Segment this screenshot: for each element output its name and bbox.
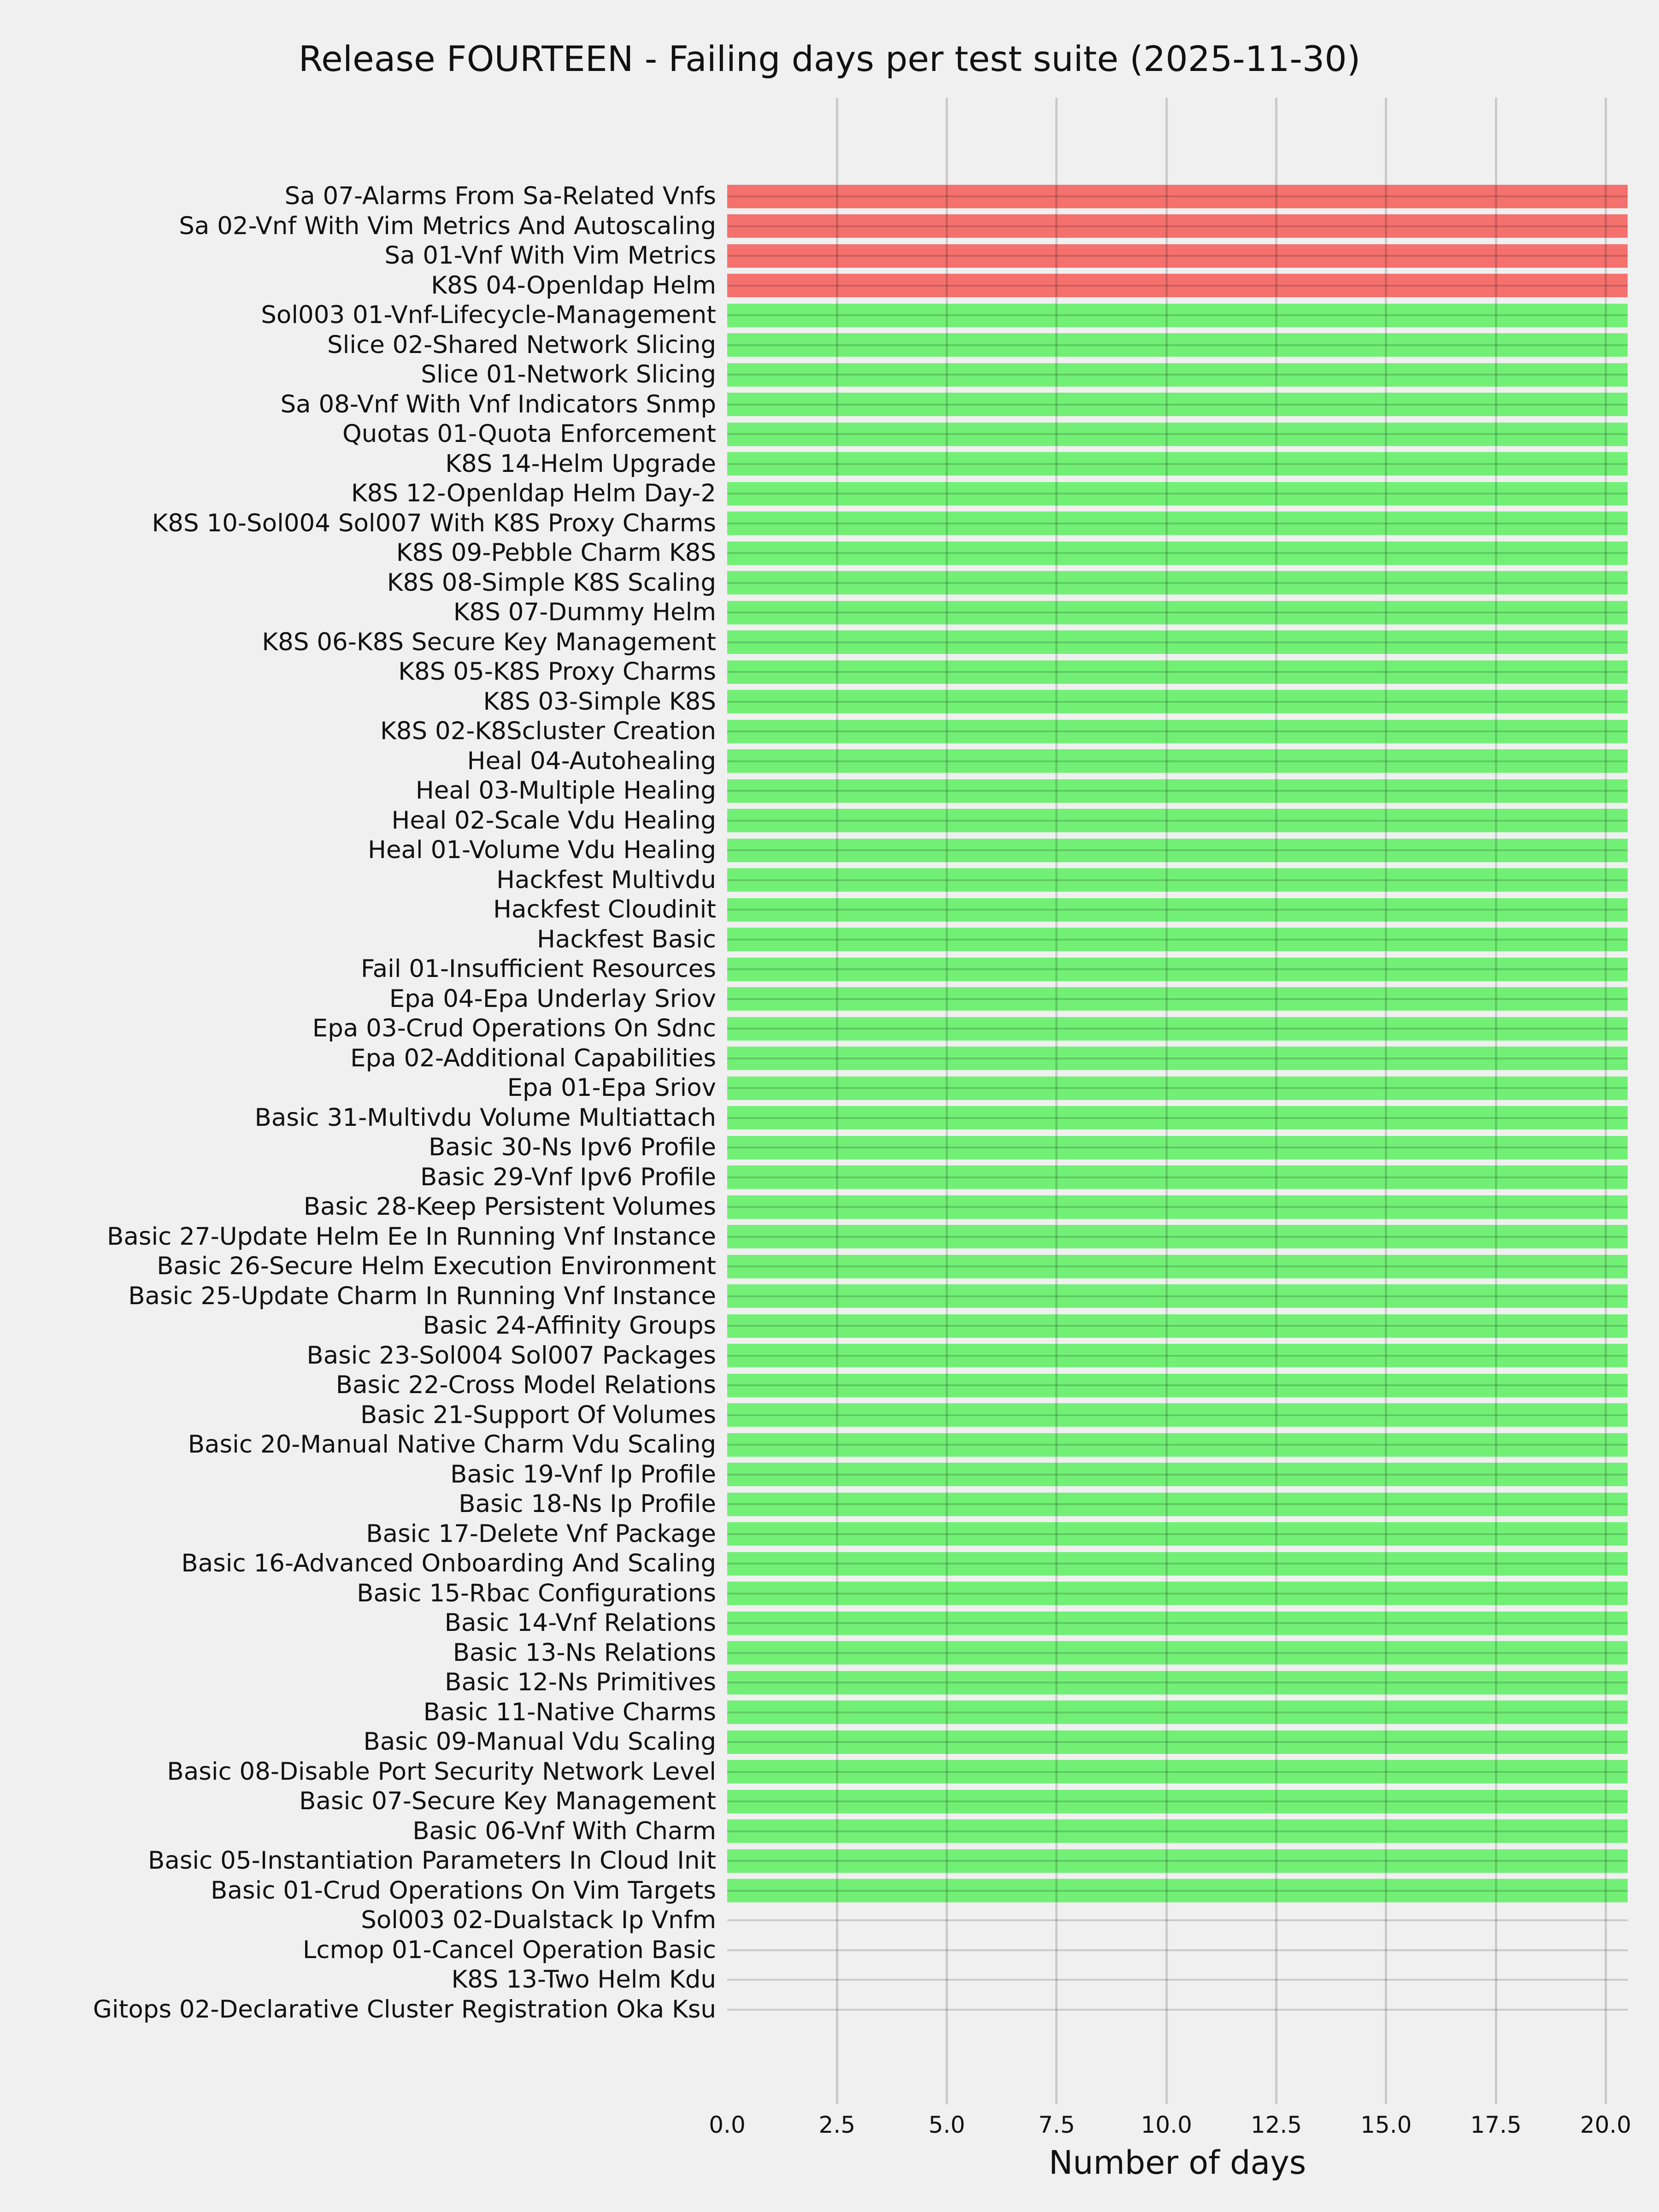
h-gridline <box>727 463 1628 465</box>
y-tick-label: Basic 15-Rbac Configurations <box>357 1579 716 1607</box>
h-gridline <box>727 760 1628 762</box>
h-gridline <box>727 1117 1628 1119</box>
x-axis-title: Number of days <box>1048 2144 1306 2182</box>
x-tick-label: 2.5 <box>818 2112 856 2138</box>
h-gridline <box>727 1444 1628 1446</box>
h-gridline <box>727 879 1628 881</box>
h-gridline <box>727 255 1628 257</box>
h-gridline <box>727 1712 1628 1713</box>
y-tick-label: K8S 12-Openldap Helm Day-2 <box>351 479 716 507</box>
h-gridline <box>727 285 1628 287</box>
h-gridline <box>727 1919 1628 1921</box>
h-gridline <box>727 820 1628 822</box>
y-tick-label: Basic 01-Crud Operations On Vim Targets <box>211 1876 716 1905</box>
h-gridline <box>727 1800 1628 1802</box>
y-tick-label: K8S 06-K8S Secure Key Management <box>262 628 716 656</box>
y-tick-label: Basic 08-Disable Port Security Network Level <box>167 1757 716 1786</box>
h-gridline <box>727 582 1628 584</box>
v-gridline <box>1275 98 1277 2104</box>
y-tick-label: Basic 28-Keep Persistent Volumes <box>303 1193 716 1221</box>
h-gridline <box>727 1028 1628 1030</box>
h-gridline <box>727 1741 1628 1743</box>
h-gridline <box>727 493 1628 494</box>
h-gridline <box>727 1414 1628 1416</box>
y-tick-label: Sa 07-Alarms From Sa-Related Vnfs <box>284 182 716 210</box>
y-tick-label: Sa 08-Vnf With Vnf Indicators Snmp <box>280 390 716 418</box>
y-tick-label: Slice 01-Network Slicing <box>421 360 716 388</box>
y-tick-label: Hackfest Multivdu <box>496 865 716 894</box>
y-tick-label: Fail 01-Insufficient Resources <box>361 955 716 983</box>
v-gridline <box>1495 98 1497 2104</box>
h-gridline <box>727 939 1628 941</box>
y-tick-label: Heal 03-Multiple Healing <box>415 777 716 805</box>
y-tick-label: Hackfest Basic <box>537 925 716 953</box>
h-gridline <box>727 314 1628 316</box>
y-tick-label: Sol003 02-Dualstack Ip Vnfm <box>361 1906 716 1934</box>
chart-title: Release FOURTEEN - Failing days per test suite (2025-11-30) <box>298 38 1361 79</box>
y-tick-label: Basic 17-Delete Vnf Package <box>366 1519 716 1548</box>
y-tick-label: Basic 30-Ns Ipv6 Profile <box>429 1133 716 1161</box>
h-gridline <box>727 790 1628 792</box>
y-tick-label: K8S 13-Two Helm Kdu <box>451 1965 716 1994</box>
v-gridline <box>1385 98 1387 2104</box>
x-tick-label: 10.0 <box>1141 2112 1192 2138</box>
h-gridline <box>727 433 1628 435</box>
y-tick-label: Sa 01-Vnf With Vim Metrics <box>384 241 716 270</box>
y-tick-label: Epa 01-Epa Sriov <box>507 1074 716 1102</box>
h-gridline <box>727 1384 1628 1386</box>
v-gridline <box>1055 98 1058 2104</box>
h-gridline <box>727 225 1628 227</box>
y-tick-label: Basic 24-Affinity Groups <box>423 1312 716 1340</box>
y-tick-label: Sa 02-Vnf With Vim Metrics And Autoscaling <box>179 212 716 240</box>
h-gridline <box>727 1355 1628 1357</box>
x-tick-label: 7.5 <box>1038 2112 1075 2138</box>
h-gridline <box>727 1830 1628 1832</box>
y-tick-label: K8S 10-Sol004 Sol007 With K8S Proxy Charms <box>152 509 716 537</box>
y-tick-label: K8S 09-Pebble Charm K8S <box>396 539 716 567</box>
h-gridline <box>727 730 1628 732</box>
h-gridline <box>727 1622 1628 1624</box>
h-gridline <box>727 1860 1628 1862</box>
h-gridline <box>727 1295 1628 1297</box>
h-gridline <box>727 1147 1628 1148</box>
h-gridline <box>727 523 1628 524</box>
plot-area <box>727 98 1628 2104</box>
y-tick-label: Basic 19-Vnf Ip Profile <box>450 1460 716 1488</box>
h-gridline <box>727 1563 1628 1565</box>
h-gridline <box>727 1265 1628 1267</box>
y-tick-label: Basic 22-Cross Model Relations <box>335 1371 716 1399</box>
y-tick-label: Hackfest Cloudinit <box>493 895 716 924</box>
y-tick-label: Basic 07-Secure Key Management <box>299 1787 716 1815</box>
h-gridline <box>727 2009 1628 2011</box>
y-tick-label: K8S 07-Dummy Helm <box>453 598 716 626</box>
h-gridline <box>727 1890 1628 1892</box>
x-tick-label: 17.5 <box>1470 2112 1522 2138</box>
h-gridline <box>727 909 1628 911</box>
h-gridline <box>727 1236 1628 1238</box>
h-gridline <box>727 968 1628 970</box>
y-tick-label: K8S 03-Simple K8S <box>483 687 716 716</box>
y-tick-label: Epa 04-Epa Underlay Sriov <box>389 984 716 1013</box>
y-tick-label: Epa 02-Additional Capabilities <box>350 1044 716 1072</box>
y-tick-label: Epa 03-Crud Operations On Sdnc <box>312 1014 716 1042</box>
h-gridline <box>727 1979 1628 1981</box>
y-tick-label: Basic 21-Support Of Volumes <box>360 1400 716 1429</box>
h-gridline <box>727 1206 1628 1208</box>
x-tick-label: 0.0 <box>709 2112 746 2138</box>
y-tick-label: Basic 29-Vnf Ipv6 Profile <box>420 1163 716 1191</box>
y-tick-label: Basic 09-Manual Vdu Scaling <box>363 1728 716 1756</box>
y-tick-label: Lcmop 01-Cancel Operation Basic <box>302 1936 716 1964</box>
y-tick-label: Basic 18-Ns Ip Profile <box>459 1490 716 1518</box>
y-tick-label: Basic 14-Vnf Relations <box>444 1609 716 1637</box>
y-tick-label: Basic 23-Sol004 Sol007 Packages <box>306 1341 716 1370</box>
y-tick-label: K8S 02-K8Scluster Creation <box>380 717 716 745</box>
v-gridline <box>1165 98 1168 2104</box>
h-gridline <box>727 1682 1628 1683</box>
h-gridline <box>727 552 1628 554</box>
h-gridline <box>727 998 1628 1000</box>
y-tick-label: Basic 05-Instantiation Parameters In Cloud Init <box>147 1847 716 1875</box>
x-tick-label: 12.5 <box>1250 2112 1302 2138</box>
h-gridline <box>727 1771 1628 1773</box>
h-gridline <box>727 641 1628 643</box>
h-gridline <box>727 344 1628 346</box>
y-tick-label: Basic 16-Advanced Onboarding And Scaling <box>181 1549 716 1577</box>
y-tick-label: Basic 26-Secure Helm Execution Environment <box>157 1252 716 1280</box>
h-gridline <box>727 195 1628 197</box>
h-gridline <box>727 1325 1628 1327</box>
y-tick-label: K8S 14-Helm Upgrade <box>445 449 716 478</box>
v-gridline <box>836 98 838 2104</box>
y-tick-label: Basic 20-Manual Native Charm Vdu Scaling <box>188 1430 716 1459</box>
h-gridline <box>727 1503 1628 1505</box>
y-tick-label: Basic 06-Vnf With Charm <box>412 1817 716 1845</box>
h-gridline <box>727 671 1628 673</box>
y-tick-label: Basic 12-Ns Primitives <box>445 1668 716 1696</box>
y-tick-label: K8S 04-Openldap Helm <box>431 271 716 300</box>
x-tick-label: 15.0 <box>1360 2112 1412 2138</box>
h-gridline <box>727 1058 1628 1059</box>
h-gridline <box>727 1087 1628 1089</box>
h-gridline <box>727 849 1628 851</box>
h-gridline <box>727 1177 1628 1178</box>
x-tick-label: 20.0 <box>1580 2112 1631 2138</box>
h-gridline <box>727 1474 1628 1476</box>
y-axis-labels <box>0 98 716 2104</box>
h-gridline <box>727 701 1628 703</box>
h-gridline <box>727 612 1628 613</box>
h-gridline <box>727 1652 1628 1654</box>
v-gridline <box>946 98 948 2104</box>
y-tick-label: Heal 04-Autohealing <box>467 747 716 775</box>
y-tick-label: Slice 02-Shared Network Slicing <box>327 330 716 359</box>
y-tick-label: Heal 01-Volume Vdu Healing <box>368 836 716 864</box>
h-gridline <box>727 1593 1628 1594</box>
h-gridline <box>727 404 1628 406</box>
y-tick-label: K8S 08-Simple K8S Scaling <box>387 568 716 597</box>
h-gridline <box>727 1949 1628 1951</box>
y-tick-label: K8S 05-K8S Proxy Charms <box>398 658 716 686</box>
h-gridline <box>727 374 1628 376</box>
y-tick-label: Basic 31-Multivdu Volume Multiattach <box>254 1103 716 1132</box>
y-tick-label: Heal 02-Scale Vdu Healing <box>391 806 716 835</box>
h-gridline <box>727 1533 1628 1535</box>
y-tick-label: Basic 27-Update Helm Ee In Running Vnf Instance <box>107 1222 716 1251</box>
y-tick-label: Basic 13-Ns Relations <box>453 1638 716 1667</box>
y-tick-label: Basic 11-Native Charms <box>423 1698 716 1726</box>
y-tick-label: Basic 25-Update Charm In Running Vnf Instance <box>128 1282 716 1310</box>
x-tick-label: 5.0 <box>928 2112 965 2138</box>
y-tick-label: Quotas 01-Quota Enforcement <box>342 420 716 448</box>
y-tick-label: Gitops 02-Declarative Cluster Registration Oka Ksu <box>93 1995 716 2024</box>
y-tick-label: Sol003 01-Vnf-Lifecycle-Management <box>261 301 716 329</box>
v-gridline <box>1605 98 1607 2104</box>
